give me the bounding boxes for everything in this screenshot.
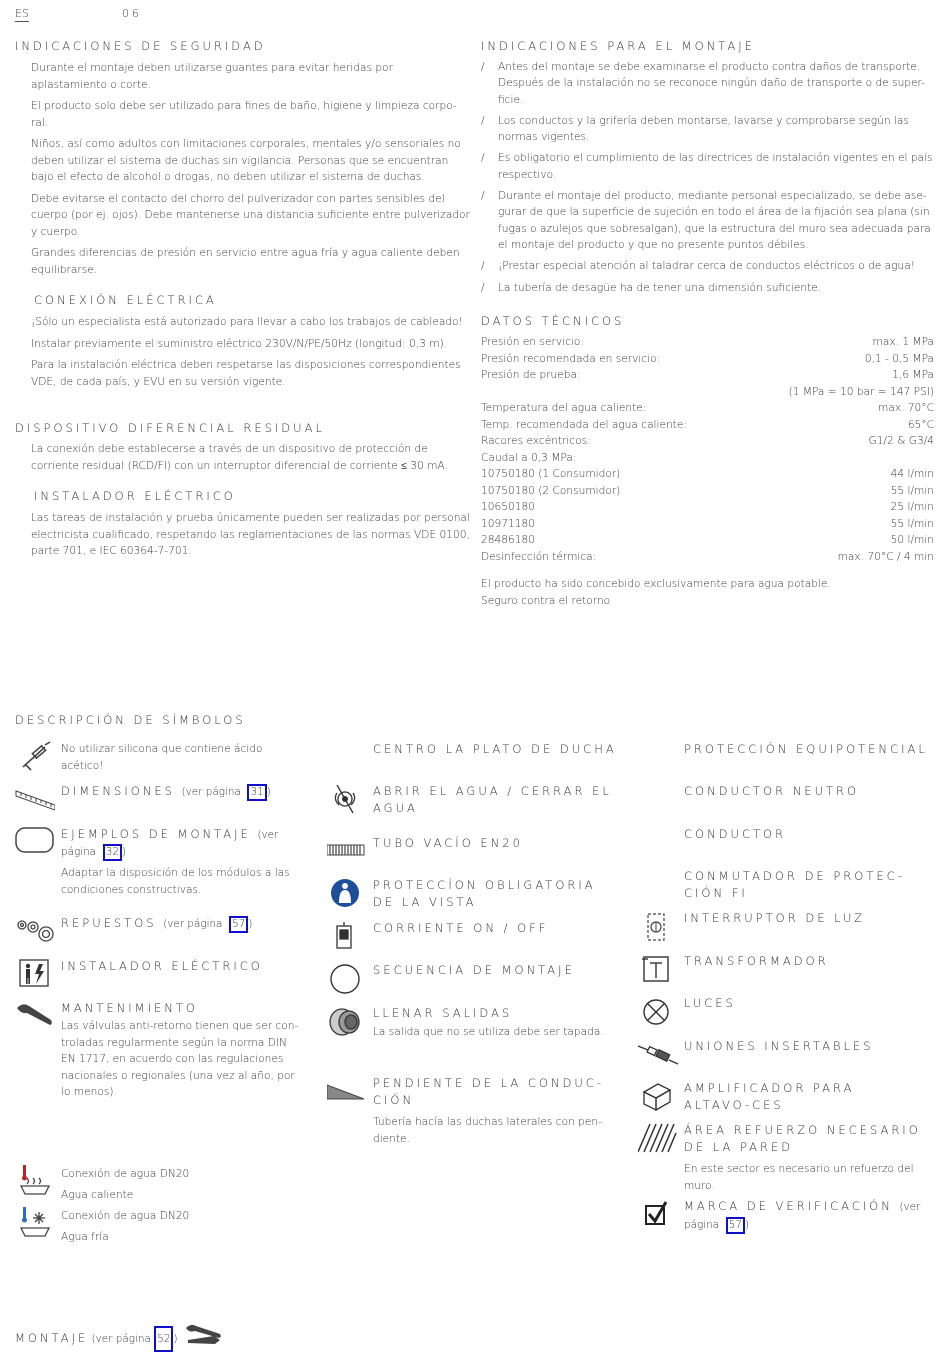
wall-desc: En este sector es necesario un refuerzo del muro. bbox=[684, 1163, 914, 1192]
rcd-paras bbox=[15, 441, 470, 474]
dimensions-label: DIMENSIONES bbox=[61, 784, 175, 798]
wall-label: ÁREA REFUERZO NECESARIO DE LA PARED bbox=[684, 1123, 921, 1154]
paragraph: La conexión debe establecerse a través de un dispositivo de protección de corriente residual (RCD/FI) con un interruptor diferencial de corriente ≤ 30 mA. bbox=[31, 443, 448, 472]
center-label: CENTRO LA PLATO DE DUCHA bbox=[373, 742, 617, 756]
slope-label: PENDIENTE DE LA CONDUC-CIÓN bbox=[373, 1076, 604, 1107]
electrical-title: CONEXIÓN ELÉCTRICA bbox=[34, 293, 217, 307]
list-item: / Los conductos y la grifería deben montarse, lavarse y comprobarse según las normas vigentes. bbox=[481, 113, 934, 146]
examples-desc: Adaptar la disposición de los módulos a las condiciones constructivas. bbox=[61, 867, 290, 896]
paragraph: Instalar previamente el suministro eléctrico 230V/N/PE/50Hz (longitud: 0,3 m). bbox=[31, 337, 448, 350]
tech-row bbox=[481, 417, 934, 434]
tech-value: 25 l/min bbox=[890, 501, 934, 513]
tech-value: 44 l/min bbox=[890, 468, 934, 480]
fi-label: CONMUTADOR DE PROTEC-CIÓN FI bbox=[684, 869, 905, 900]
tech-value: max. 70°C bbox=[878, 402, 934, 414]
maintenance-label: MANTENIMIENTO bbox=[61, 1001, 198, 1015]
tech-value: 65°C bbox=[907, 418, 934, 431]
footer-title: MONTAJE bbox=[15, 1331, 89, 1345]
tech-row bbox=[481, 549, 934, 566]
tech-row bbox=[481, 400, 934, 417]
installer-paras bbox=[31, 510, 470, 560]
spares-ref: (ver página bbox=[163, 918, 223, 930]
tech-title: DATOS TÉCNICOS bbox=[481, 314, 625, 328]
examples-ref: (ver página bbox=[61, 829, 279, 858]
maintenance-desc: Las válvulas anti-retorno tienen que ser con-troladas regularmente según la norma DIN EN 1717, en acuerdo con las regulaciones nacionales o regionales (una vez al año, por lo menos). bbox=[61, 1020, 299, 1098]
tech-key: Desinfección térmica: bbox=[481, 550, 597, 563]
cold-water-label: Agua fría bbox=[61, 1231, 109, 1243]
tech-row bbox=[481, 450, 934, 467]
tech-row bbox=[481, 516, 934, 533]
tech-key: 10750180 (2 Consumidor) bbox=[481, 484, 621, 497]
hatched-wall-icon bbox=[638, 1122, 678, 1152]
paragraph: Las tareas de instalación y prueba únicamente pueden ser realizadas por personal electricista cualificado, respetando las reglamentaciones de las normas VDE 0100, parte 701, e IEC 60364-7-701. bbox=[31, 512, 470, 557]
rcd-section bbox=[15, 421, 470, 479]
tools-icon bbox=[184, 1322, 224, 1348]
tech-value: max. 70°C / 4 min bbox=[837, 550, 934, 563]
tech-row bbox=[481, 433, 934, 450]
lights-label: LUCES bbox=[684, 996, 736, 1010]
check-label: MARCA DE VERIFICACIÓN bbox=[684, 1199, 893, 1213]
cold-water-icon bbox=[15, 1206, 55, 1236]
mounting-title: INDICACIONES PARA EL MONTAJE bbox=[481, 39, 755, 53]
tech-key: Temp. recomendada del agua caliente: bbox=[481, 418, 687, 431]
installer-title: INSTALADOR ELÉCTRICO bbox=[34, 489, 236, 503]
mounting-list bbox=[481, 59, 934, 296]
tech-row bbox=[481, 499, 934, 516]
cold-water-connection: Conexión de agua DN20 bbox=[61, 1210, 190, 1222]
safety-title: INDICACIONES DE SEGURIDAD bbox=[15, 39, 266, 53]
electrical-section bbox=[31, 293, 470, 395]
tech-key: Caudal a 0,3 MPa: bbox=[481, 451, 577, 464]
tech-row bbox=[481, 351, 934, 368]
tech-row bbox=[481, 367, 934, 384]
paragraph: El producto solo debe ser utilizado para fines de baño, higiene y limpieza corpo-ral. bbox=[31, 100, 457, 129]
check-ref: (ver página bbox=[684, 1201, 921, 1231]
electrician-icon bbox=[15, 958, 55, 988]
slope-icon bbox=[327, 1081, 367, 1111]
paragraph: Grandes diferencias de presión en servicio entre agua fría y agua caliente deben equilibrarse. bbox=[31, 247, 460, 276]
tech-key: 10650180 bbox=[481, 501, 535, 513]
tech-row bbox=[481, 532, 934, 549]
language-code: ES bbox=[15, 7, 29, 20]
plug-cap-icon bbox=[327, 1005, 367, 1035]
examples-page-link[interactable]: 32 bbox=[103, 844, 122, 861]
equip-label: PROTECCIÓN EQUIPOTENCIAL bbox=[684, 742, 928, 756]
list-item: / Durante el montaje del producto, mediante personal especializado, se debe ase-gurar de que la superficie de sujeción en todo el área de la fijación sea plana (sin fugas o azulejos que sobresalgan), que la estructura del muro sea adecuada para el montaje del producto y que no presente puntos débiles. bbox=[481, 188, 934, 253]
footer-page-link[interactable]: 52 bbox=[154, 1326, 173, 1352]
hot-water-icon bbox=[15, 1164, 55, 1194]
tech-value: 55 l/min bbox=[890, 517, 934, 530]
tech-value: G1/2 & G3/4 bbox=[868, 435, 934, 447]
tech-key: 10750180 (1 Consumidor) bbox=[481, 468, 621, 480]
sequence-label: SECUENCIA DE MONTAJE bbox=[373, 963, 575, 977]
water-valve-icon bbox=[327, 783, 367, 813]
tech-value: (1 MPa = 10 bar = 147 PSI) bbox=[788, 385, 934, 398]
tech-row bbox=[481, 466, 934, 483]
hot-water-label: Agua caliente bbox=[61, 1189, 134, 1201]
neutral-label: CONDUCTOR NEUTRO bbox=[684, 784, 860, 798]
dimensions-page-link[interactable]: 31 bbox=[247, 784, 266, 801]
symbols-title: DESCRIPCIÓN DE SÍMBOLOS bbox=[15, 713, 246, 727]
page-number: 06 bbox=[122, 7, 142, 20]
list-item: / Antes del montaje se debe examinarse el producto contra daños de transporte. Después de la instalación no se reconoce ningún daño de transporte o de super-ficie. bbox=[481, 59, 934, 108]
tech-row bbox=[481, 483, 934, 500]
circle-icon bbox=[327, 962, 367, 992]
rounded-rect-icon bbox=[15, 826, 55, 856]
amp-label: AMPLIFICADOR PARA ALTAVO-CES bbox=[684, 1081, 855, 1112]
list-item: / ¡Prestar especial atención al taladrar cerca de conductos eléctricos o de agua! bbox=[481, 258, 934, 274]
tube-label: TUBO VACÍO EN20 bbox=[373, 836, 523, 850]
paragraph: Niños, así como adultos con limitaciones corporales, mentales y/o sensoriales no deben utilizar el sistema de duchas sin vigilancia. Personas que se encuentran bajo el efecto de alcohol o drogas, no deben utilizar el sistema de duchas. bbox=[31, 138, 461, 183]
list-item: / Es obligatorio el cumplimiento de las directrices de instalación vigentes en el país respectivo. bbox=[481, 150, 934, 183]
amplifier-box-icon bbox=[638, 1080, 678, 1110]
plug-label: UNIONES INSERTABLES bbox=[684, 1039, 874, 1053]
paragraph: ¡Sólo un especialista está autorizado para llevar a cabo los trabajos de cableado! bbox=[31, 316, 463, 328]
installer-label: INSTALADOR ELÉCTRICO bbox=[61, 959, 263, 973]
conductor-label: CONDUCTOR bbox=[684, 827, 787, 841]
ruler-icon bbox=[15, 783, 55, 813]
tech-key: 10971180 bbox=[481, 517, 535, 530]
tech-table bbox=[481, 334, 934, 565]
tech-value: 55 l/min bbox=[890, 484, 934, 497]
transformer-icon bbox=[638, 953, 678, 983]
tech-key: Presión de prueba: bbox=[481, 369, 581, 381]
installer-section bbox=[31, 489, 470, 565]
safety-paras bbox=[15, 60, 470, 278]
power-label: CORRIENTE ON / OFF bbox=[373, 921, 549, 935]
water-label: ABRIR EL AGUA / CERRAR EL AGUA bbox=[373, 784, 612, 815]
footer-ref: (ver página bbox=[91, 1333, 151, 1345]
silicone-text: No utilizar silicona que contiene ácido acético! bbox=[61, 743, 263, 772]
fill-label: LLENAR SALIDAS bbox=[373, 1006, 513, 1020]
paragraph: Durante el montaje deben utilizarse guantes para evitar heridas por aplastamiento o corte. bbox=[31, 62, 393, 91]
wrench-icon bbox=[15, 1000, 55, 1030]
tech-value: 0,1 - 0,5 MPa bbox=[864, 352, 934, 365]
spares-page-link[interactable]: 57 bbox=[229, 916, 248, 933]
fill-desc: La salida que no se utiliza debe ser tapada. bbox=[373, 1026, 604, 1038]
tech-key: Presión en servicio: bbox=[481, 336, 584, 348]
tech-key: Temperatura del agua caliente: bbox=[481, 402, 647, 414]
tech-note: Seguro contra el retorno bbox=[481, 594, 611, 607]
paragraph: Para la instalación eléctrica deben respetarse las disposiciones correspondientes VDE, de cada país, y EVU en su versión vigente. bbox=[31, 359, 461, 388]
silicone-gun-icon bbox=[15, 741, 55, 771]
tech-value: 1,6 MPa bbox=[892, 369, 934, 381]
eye-protection-icon bbox=[327, 877, 367, 907]
tech-value: max. 1 MPa bbox=[872, 336, 934, 348]
light-switch-label: INTERRUPTOR DE LUZ bbox=[684, 911, 866, 925]
tech-notes bbox=[481, 576, 934, 609]
dimensions-ref: (ver página bbox=[181, 786, 241, 798]
examples-label: EJEMPLOS DE MONTAJE bbox=[61, 827, 251, 841]
check-page-link[interactable]: 57 bbox=[726, 1217, 745, 1234]
electrical-paras bbox=[31, 314, 470, 390]
light-switch-icon bbox=[638, 910, 678, 940]
hot-water-connection: Conexión de agua DN20 bbox=[61, 1168, 190, 1180]
eye-label: PROTECCÍON OBLIGATORIA DE LA VISTA bbox=[373, 878, 596, 909]
checkbox-checked-icon bbox=[638, 1198, 678, 1228]
slope-desc: Tubería hacía las duchas laterales con pen-diente. bbox=[373, 1116, 602, 1145]
tech-key: Presión recomendada en servicio: bbox=[481, 352, 661, 365]
power-switch-icon bbox=[327, 920, 367, 950]
tech-row bbox=[481, 334, 934, 351]
tech-row bbox=[481, 384, 934, 401]
mounting-section bbox=[481, 39, 934, 301]
list-item: / La tubería de desagüe ha de tener una dimensión suficiente. bbox=[481, 280, 934, 296]
tech-key: 28486180 bbox=[481, 534, 535, 546]
tech-section bbox=[481, 314, 934, 609]
corrugated-tube-icon bbox=[327, 843, 367, 873]
safety-section bbox=[15, 39, 470, 283]
plug-connector-icon bbox=[638, 1038, 678, 1068]
tech-note: El producto ha sido concebido exclusivamente para agua potable. bbox=[481, 578, 831, 590]
lamp-icon bbox=[638, 995, 678, 1025]
tech-key: Racores excéntricos: bbox=[481, 435, 591, 447]
spare-parts-icon bbox=[15, 915, 55, 945]
transformer-label: TRANSFORMADOR bbox=[684, 954, 829, 968]
rcd-title: DISPOSITIVO DIFERENCIAL RESIDUAL bbox=[15, 421, 325, 435]
paragraph: Debe evitarse el contacto del chorro del pulverizador con partes sensibles del cuerpo (por ej. ojos). Debe mantenerse una distancia suficiente entre pulverizador y cuerpo. bbox=[31, 192, 470, 238]
tech-value: 50 l/min bbox=[890, 534, 934, 546]
footer-montaje: MONTAJE (ver página 52 ) bbox=[15, 1326, 178, 1352]
spares-label: REPUESTOS bbox=[61, 916, 157, 930]
